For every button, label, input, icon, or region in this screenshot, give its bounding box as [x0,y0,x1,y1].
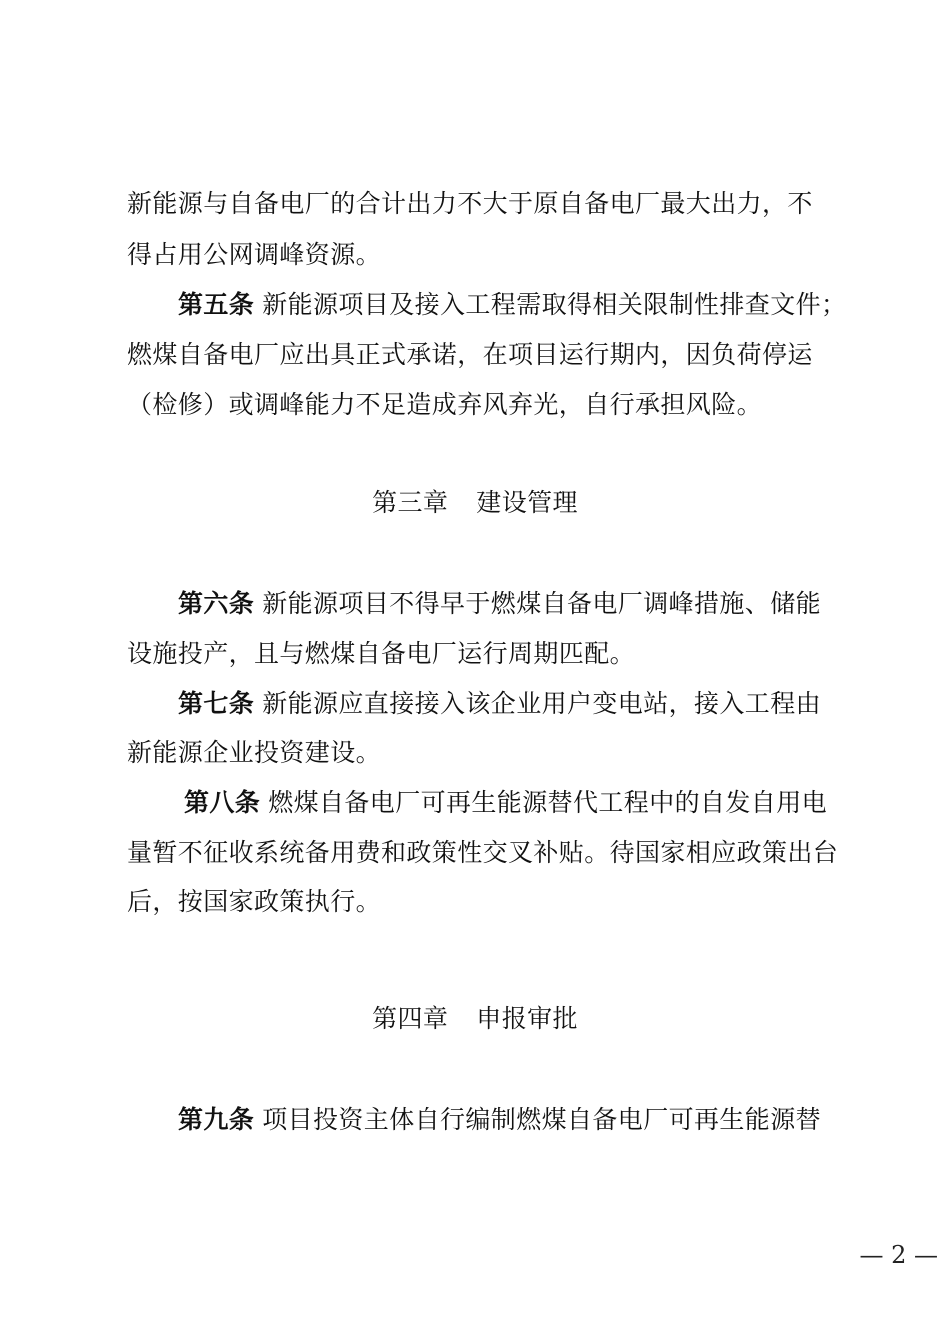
paragraph-line: （检修）或调峰能力不足造成弃风弃光，自行承担风险。 [127,390,763,419]
article-9-label: 第九条 [178,1105,255,1134]
article-8-line [184,788,827,818]
paragraph-line: 新能源与自备电厂的合计出力不大于原自备电厂最大出力，不 [127,189,813,218]
article-7-label: 第七条 [178,689,255,718]
paragraph-line: 燃煤自备电厂应出具正式承诺，在项目运行期内，因负荷停运 [127,340,813,369]
article-5-label: 第五条 [178,290,255,319]
chapter-4-heading [0,1004,950,1034]
article-8-text: 燃煤自备电厂可再生能源替代工程中的自发自用电 [268,788,828,817]
paragraph-line: 量暂不征收系统备用费和政策性交叉补贴。待国家相应政策出台 [127,838,839,867]
article-7-text: 新能源应直接接入该企业用户变电站，接入工程由 [262,689,822,718]
article-6-text: 新能源项目不得早于燃煤自备电厂调峰措施、储能 [262,589,822,618]
chapter-3-number: 第三章 [372,488,449,517]
article-6-label: 第六条 [178,589,255,618]
paragraph-line: 得占用公网调峰资源。 [127,240,382,269]
chapter-4-number: 第四章 [372,1004,449,1033]
article-9-line [178,1105,821,1135]
page-number: — 2 — [859,1241,938,1269]
paragraph-line: 后，按国家政策执行。 [127,887,382,916]
chapter-3-title: 建设管理 [476,488,578,517]
article-9-text: 项目投资主体自行编制燃煤自备电厂可再生能源替 [262,1105,822,1134]
chapter-3-heading [0,488,950,518]
paragraph-line: 新能源企业投资建设。 [127,738,382,767]
article-8-label: 第八条 [184,788,261,817]
article-6-line [178,589,821,619]
article-5-text: 新能源项目及接入工程需取得相关限制性排查文件； [262,290,847,319]
chapter-4-title: 申报审批 [476,1004,578,1033]
paragraph-line: 设施投产，且与燃煤自备电厂运行周期匹配。 [127,639,636,668]
article-7-line [178,689,821,719]
article-5-line [178,290,846,320]
